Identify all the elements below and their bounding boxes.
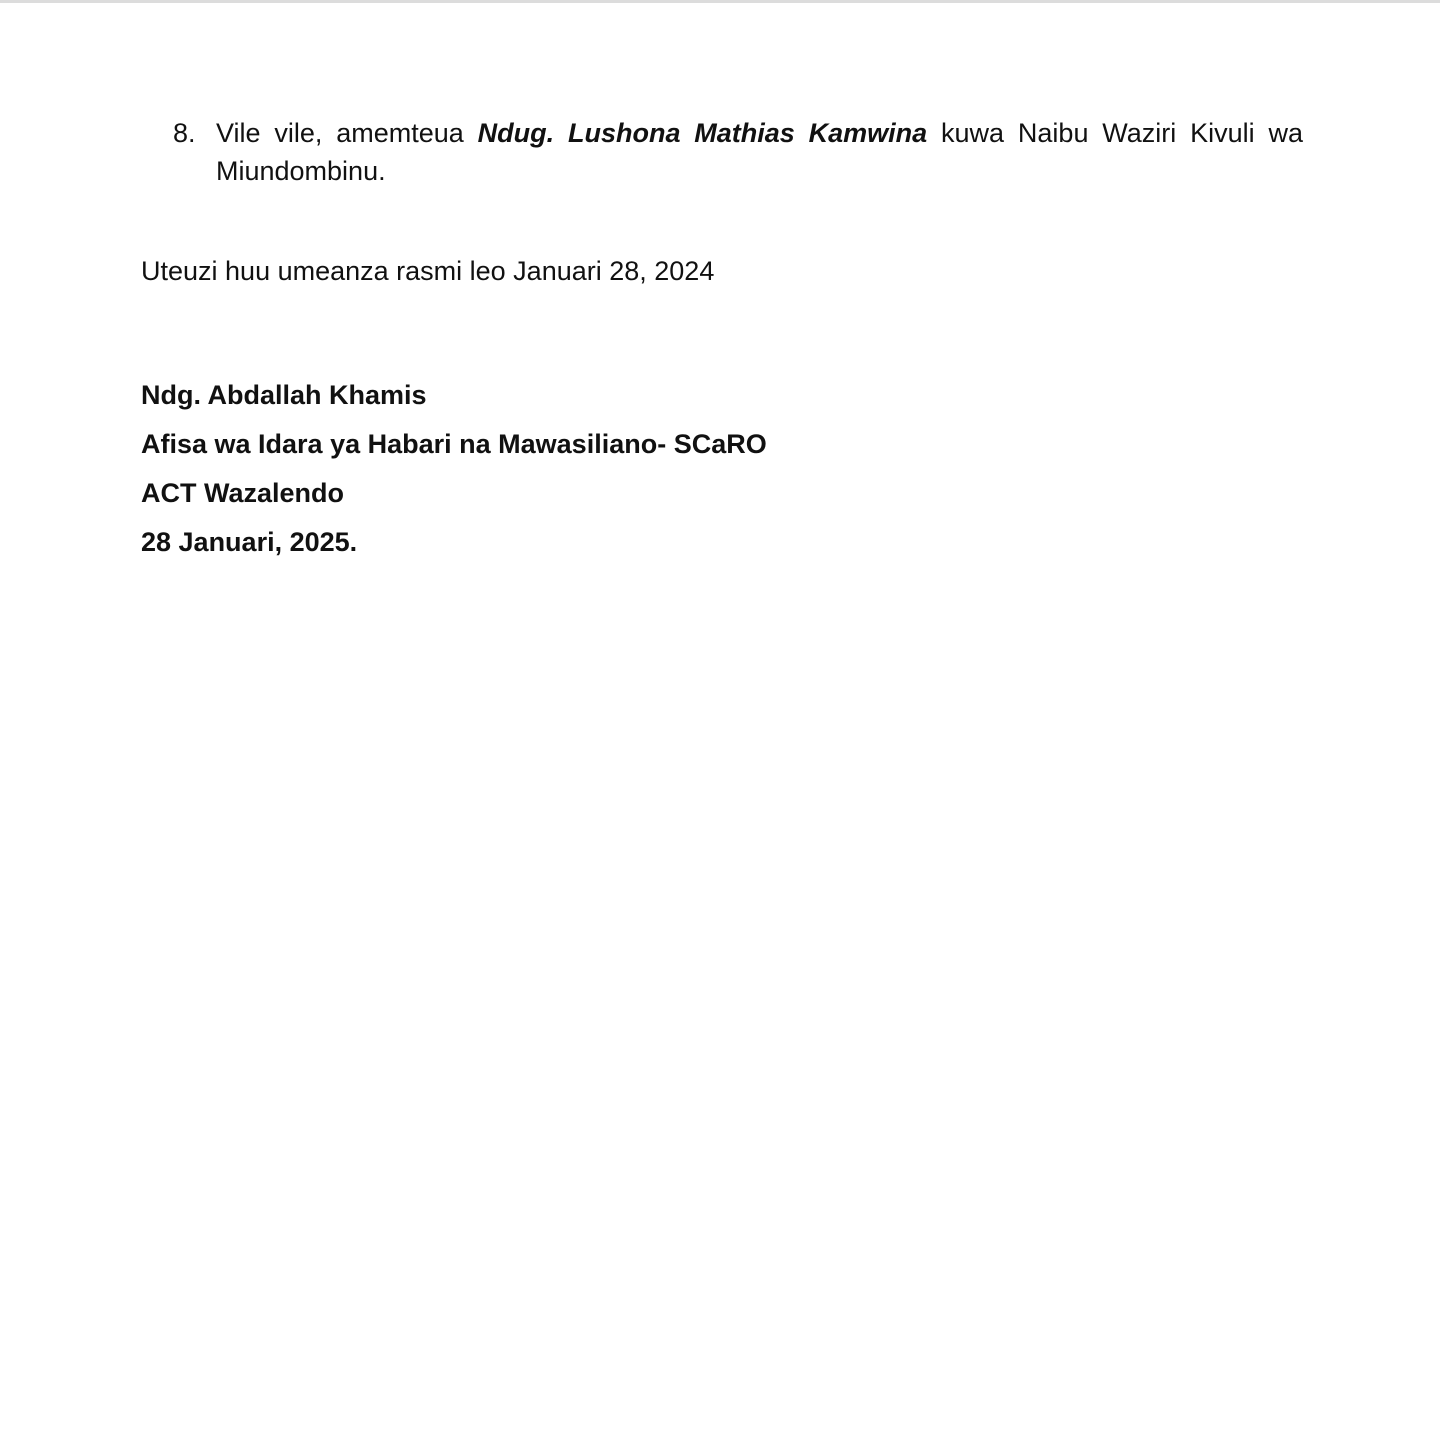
appointee-name: Ndug. Lushona Mathias Kamwina (477, 118, 928, 148)
signature-block (141, 376, 767, 572)
signatory-organization: ACT Wazalendo (141, 478, 345, 508)
list-item-number: 8. (173, 118, 196, 148)
signature-date: 28 Januari, 2025. (141, 527, 358, 557)
list-item-text (216, 114, 1303, 190)
list-item-text-after: kuwa Naibu Waziri Kivuli wa Miundombinu. (216, 118, 1303, 186)
signatory-name: Ndg. Abdallah Khamis (141, 380, 427, 410)
list-item-text-before: Vile vile, amemteua (216, 118, 478, 148)
effective-date-statement: Uteuzi huu umeanza rasmi leo Januari 28, 2024 (141, 256, 715, 286)
signatory-title: Afisa wa Idara ya Habari na Mawasiliano- SCaRO (141, 429, 767, 459)
